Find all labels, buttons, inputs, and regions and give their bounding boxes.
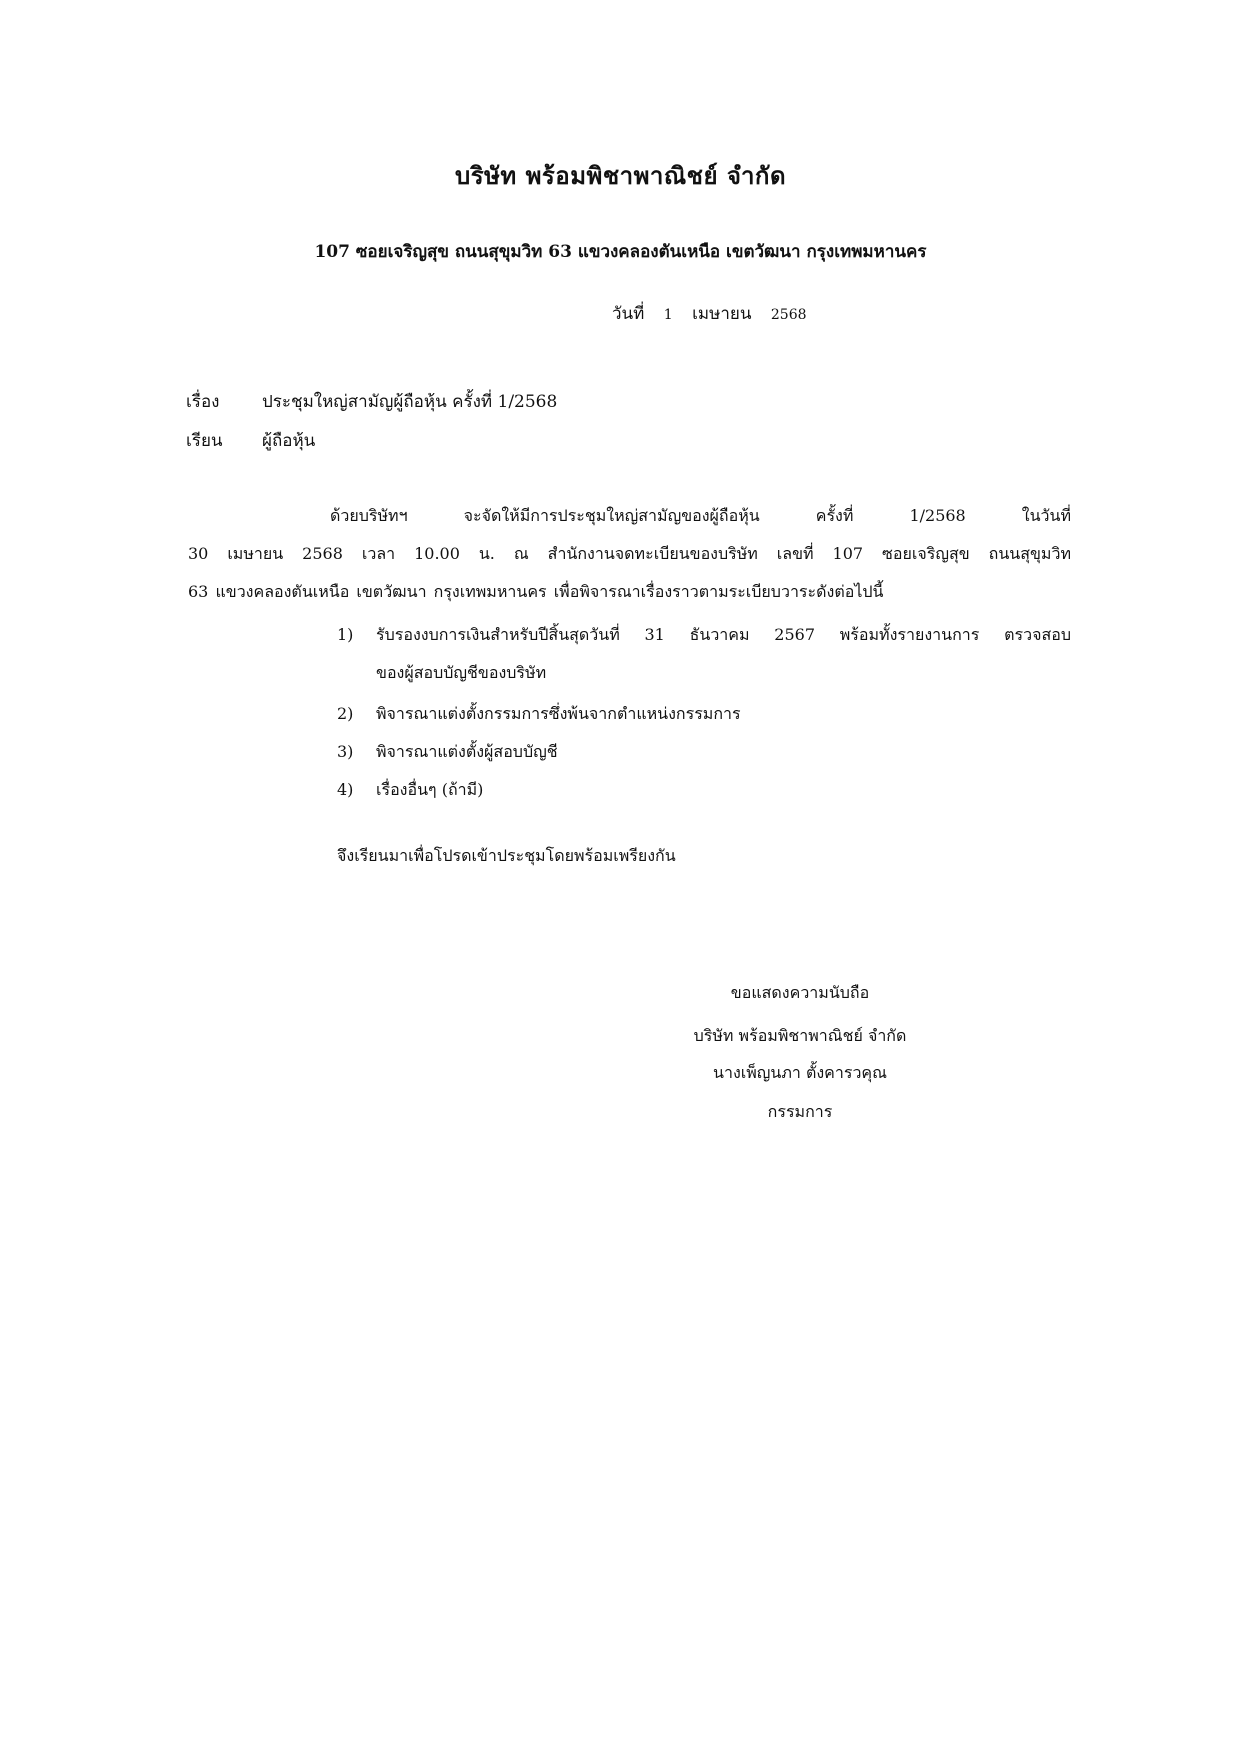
agenda-item-4-number: 4)	[337, 780, 354, 799]
agenda-item-3-number: 3)	[337, 742, 354, 761]
signature-company: บริษัท พร้อมพิชาพาณิชย์ จำกัด	[693, 1026, 907, 1045]
letter-date	[612, 306, 821, 323]
signature-position: กรรมการ	[767, 1102, 833, 1121]
recipient-label: เรียน	[186, 431, 223, 451]
closing-sentence: จึงเรียนมาเพื่อโปรดเข้าประชุมโดยพร้อมเพรียงกัน	[337, 846, 676, 865]
agenda-item-3-text: พิจารณาแต่งตั้งผู้สอบบัญชี	[376, 742, 558, 761]
company-name-heading: บริษัท พร้อมพิชาพาณิชย์ จำกัด	[454, 161, 787, 190]
subject-text: ประชุมใหญ่สามัญผู้ถือหุ้น ครั้งที่ 1/2568	[262, 392, 558, 412]
agenda-item-1-continuation: ของผู้สอบบัญชีของบริษัท	[376, 663, 547, 682]
agenda-item-2-number: 2)	[337, 704, 354, 723]
subject-label: เรื่อง	[186, 392, 220, 412]
date-year: 2568	[770, 307, 807, 323]
agenda-item-4-text: เรื่องอื่นๆ (ถ้ามี)	[376, 780, 484, 799]
body-line-3: 63 แขวงคลองตันเหนือ เขตวัฒนา กรุงเทพมหานคร เพื่อพิจารณาเรื่องราวตามระเบียบวาระดังต่อไปนี้	[188, 582, 884, 601]
body-line-1: ด้วยบริษัทฯ จะจัดให้มีการประชุมใหญ่สามัญของผู้ถือหุ้น ครั้งที่ 1/2568 ในวันที่	[330, 506, 1071, 525]
signature-regards: ขอแสดงความนับถือ	[730, 983, 870, 1002]
company-address: 107 ซอยเจริญสุข ถนนสุขุมวิท 63 แขวงคลองตันเหนือ เขตวัฒนา กรุงเทพมหานคร	[314, 242, 927, 262]
agenda-item-2-text: พิจารณาแต่งตั้งกรรมการซึ่งพ้นจากตำแหน่งกรรมการ	[376, 704, 741, 723]
agenda-item-1-text: รับรองงบการเงินสำหรับปีสิ้นสุดวันที่ 31 ธันวาคม 2567 พร้อมทั้งรายงานการ ตรวจสอบ	[376, 625, 1071, 644]
date-label: วันที่	[612, 304, 645, 324]
agenda-item-1-number: 1)	[337, 625, 354, 644]
recipient-text: ผู้ถือหุ้น	[262, 431, 316, 451]
date-day: 1	[663, 307, 673, 323]
signature-name: นางเพ็ญนภา ตั้งคารวคุณ	[713, 1063, 887, 1082]
date-month: เมษายน	[692, 304, 752, 324]
body-line-2: 30 เมษายน 2568 เวลา 10.00 น. ณ สำนักงานจดทะเบียนของบริษัท เลขที่ 107 ซอยเจริญสุข ถนนสุขุมวิท	[188, 544, 1071, 563]
